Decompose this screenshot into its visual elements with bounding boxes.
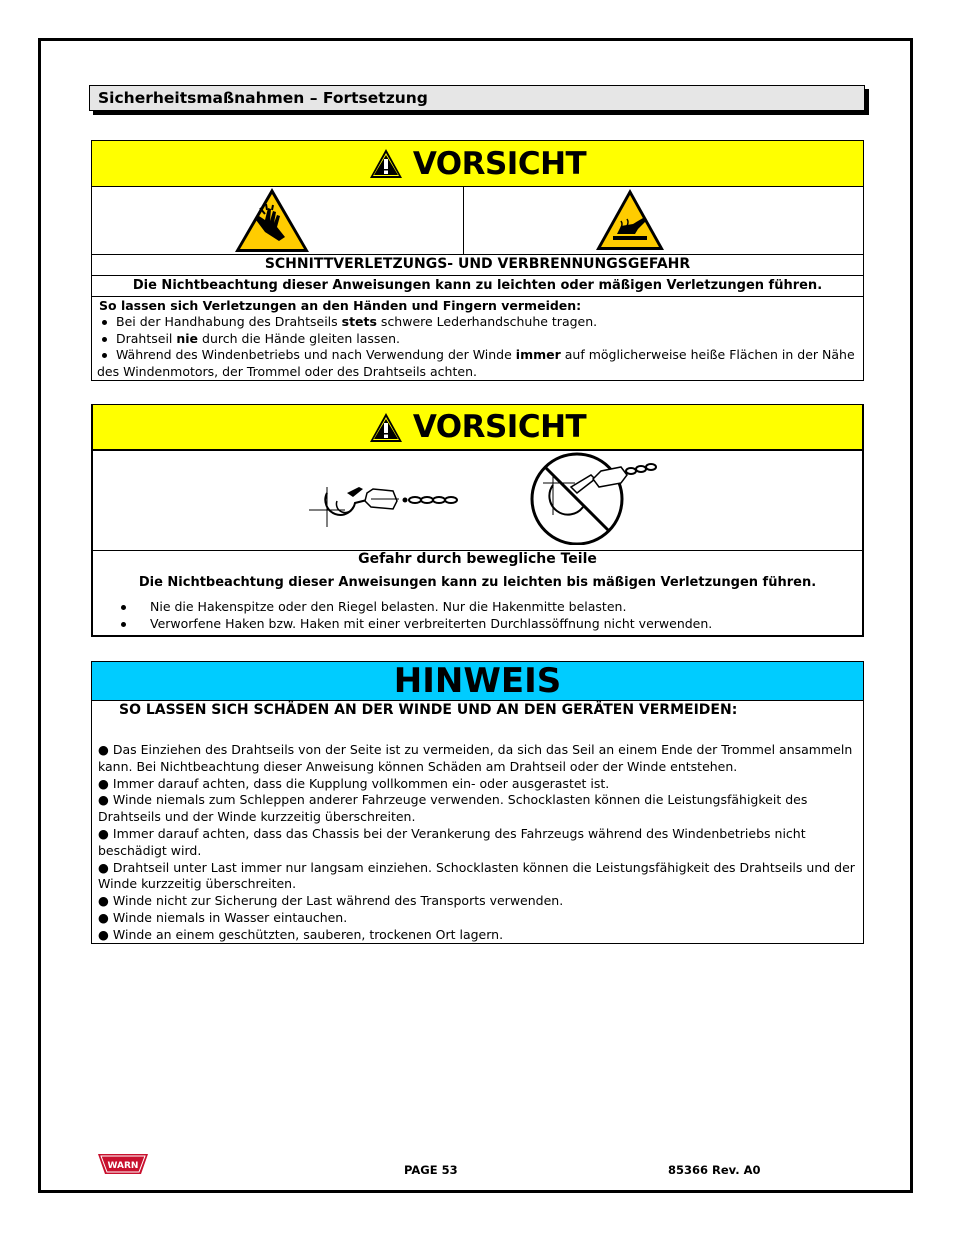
notice-signal-bar	[92, 662, 863, 701]
signal-word: VORSICHT	[412, 145, 587, 182]
signal-word: VORSICHT	[412, 409, 587, 445]
list-item: ● Winde an einem geschützten, sauberen, trockenen Ort lagern.	[98, 926, 504, 942]
hook-prohibited-icon	[523, 445, 659, 545]
list-item: ● Drahtseil unter Last immer nur langsam einziehen. Schocklasten können die Leistungsfähigkeit des Drahtseils und der	[98, 859, 855, 875]
warning-triangle-icon	[369, 412, 403, 443]
warning-triangle-icon	[369, 148, 403, 179]
pictogram-row	[92, 186, 863, 255]
signal-word: HINWEIS	[393, 661, 562, 701]
list-item: Bei der Handhabung des Drahtseils stets schwere Lederhandschuhe tragen.	[102, 314, 862, 331]
list-item: ● Immer darauf achten, dass die Kupplung vollkommen ein- oder ausgerastet ist.	[98, 775, 610, 791]
section-header	[89, 85, 865, 111]
caution-signal-bar	[92, 141, 863, 187]
warn-logo	[97, 1152, 149, 1176]
notice-box	[91, 661, 864, 944]
caution2-list	[121, 598, 851, 632]
list-item-continuation: kann. Bei Nichtbeachtung dieser Anweisung können Schäden am Drahtseil oder der Winde entstehen.	[98, 758, 738, 774]
hand-cut-hazard-icon	[233, 186, 311, 254]
consequence-text: Die Nichtbeachtung dieser Anweisungen kann zu leichten bis mäßigen Verletzungen führen.	[138, 575, 817, 590]
list-item: Verworfene Haken bzw. Haken mit einer verbreiterten Durchlassöffnung nicht verwenden.	[121, 615, 851, 632]
list-item: Während des Windenbetriebs und nach Verwendung der Winde immer auf möglicherweise heiße Flächen in der Nähe	[102, 347, 862, 364]
avoid-title: So lassen sich Verletzungen an den Händen und Fingern vermeiden:	[99, 298, 582, 313]
caution1-list	[97, 314, 862, 381]
caution-signal-bar	[93, 405, 862, 451]
caution-box-moving-parts	[91, 404, 864, 637]
document-number: 85366 Rev. A0	[668, 1163, 761, 1177]
list-item: ● Winde niemals in Wasser eintauchen.	[98, 909, 348, 925]
hook-correct-icon	[307, 479, 459, 529]
list-item-continuation: beschädigt wird.	[98, 842, 202, 858]
hazard-title: Gefahr durch bewegliche Teile	[358, 551, 597, 567]
list-item: ● Winde niemals zum Schleppen anderer Fahrzeuge verwenden. Schocklasten können die Leistungsfähigkeit des	[98, 792, 808, 808]
caution-box-cut-burn	[91, 140, 864, 381]
svg-text:WARN: WARN	[107, 1161, 139, 1171]
hazard-title: SCHNITTVERLETZUNGS- UND VERBRENNUNGSGEFAHR	[264, 256, 691, 272]
list-item-continuation: Winde kurzzeitig überschreiten.	[98, 876, 297, 892]
list-item: ● Winde nicht zur Sicherung der Last während des Transports verwenden.	[98, 893, 564, 909]
consequence-row	[92, 275, 863, 297]
notice-title: SO LASSEN SICH SCHÄDEN AN DER WINDE UND AN DEN GERÄTEN VERMEIDEN:	[119, 702, 738, 718]
consequence-text: Die Nichtbeachtung dieser Anweisungen kann zu leichten oder mäßigen Verletzungen führen.	[132, 278, 823, 293]
section-title: Sicherheitsmaßnahmen – Fortsetzung	[98, 89, 428, 107]
list-item: Nie die Hakenspitze oder den Riegel belasten. Nur die Hakenmitte belasten.	[121, 598, 851, 615]
page-number: PAGE 53	[404, 1163, 458, 1177]
pictogram-row	[93, 451, 862, 551]
list-item: ● Das Einziehen des Drahtseils von der Seite ist zu vermeiden, da sich das Seil an einem Ende der Trommel ansammeln	[98, 742, 853, 757]
list-item-continuation: des Windenmotors, der Trommel oder des Drahtseils achten.	[97, 364, 477, 380]
list-item: Drahtseil nie durch die Hände gleiten lassen.	[102, 331, 862, 348]
hand-burn-hazard-icon	[595, 188, 665, 252]
list-item-continuation: Drahtseils und der Winde kurzzeitig überschreiten.	[98, 809, 416, 825]
list-item: ● Immer darauf achten, dass das Chassis bei der Verankerung des Fahrzeugs während des Windenbetriebs nicht	[98, 825, 806, 841]
notice-list	[98, 742, 862, 944]
